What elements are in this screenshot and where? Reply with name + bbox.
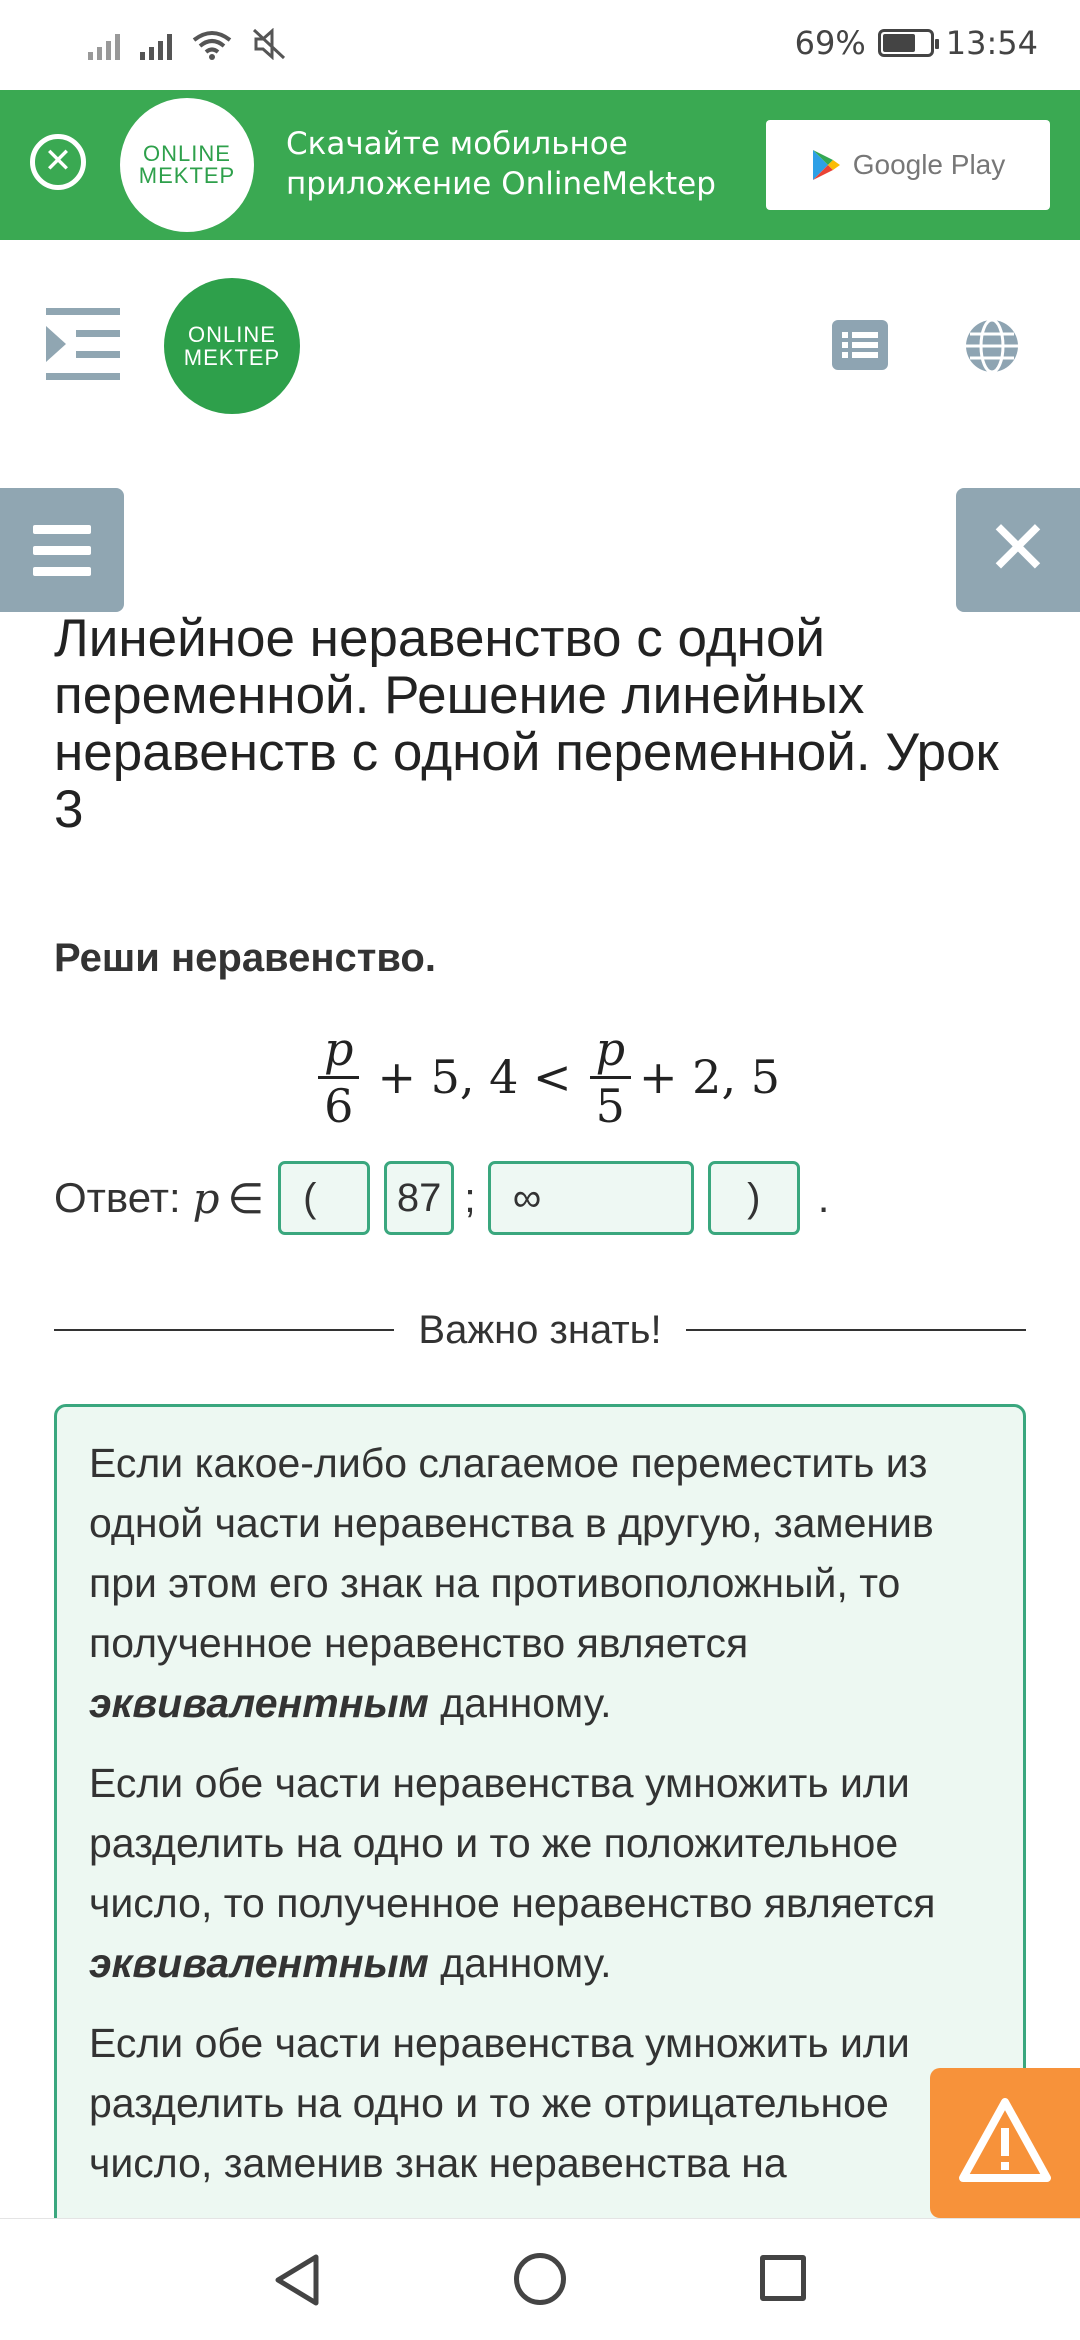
lower-bound-input[interactable]: 87 xyxy=(384,1161,454,1235)
info-text: Если обе части неравенства умножить или разделить на одно и то же положительное число, то полученное неравенство является xyxy=(89,1760,936,1926)
status-right xyxy=(795,24,1038,62)
app-download-banner xyxy=(0,90,1080,240)
info-bold: эквивалентным xyxy=(89,1940,429,1986)
signal-icon xyxy=(140,34,172,60)
google-play-button[interactable] xyxy=(766,120,1050,210)
close-lesson-button[interactable] xyxy=(956,488,1080,612)
status-bar xyxy=(0,0,1080,90)
info-text: данному. xyxy=(428,1940,612,1986)
list-icon[interactable] xyxy=(832,320,888,370)
left-bracket-select[interactable]: ( xyxy=(278,1161,370,1235)
fraction-numerator: p xyxy=(595,1021,626,1076)
report-problem-button[interactable] xyxy=(930,2068,1080,2218)
back-icon[interactable] xyxy=(272,2253,322,2307)
info-box xyxy=(54,1404,1026,2264)
sidebar-toggle-icon[interactable] xyxy=(46,306,120,382)
mute-icon xyxy=(252,28,286,60)
separator: ; xyxy=(464,1174,476,1221)
close-icon: ✕ xyxy=(986,503,1050,592)
site-header xyxy=(0,240,1080,430)
menu-button[interactable] xyxy=(0,488,124,612)
info-paragraph-2 xyxy=(89,1753,991,1993)
status-icons xyxy=(88,28,286,60)
hamburger-icon xyxy=(33,546,91,555)
task-heading: Реши неравенство. xyxy=(54,936,436,980)
wifi-icon xyxy=(192,30,232,60)
upper-bound-select[interactable]: ∞ xyxy=(488,1161,694,1235)
info-paragraph-1 xyxy=(89,1433,991,1733)
inequality-formula xyxy=(310,1012,780,1142)
answer-variable: p xyxy=(192,1173,220,1223)
formula-tail: + 2, 5 xyxy=(639,1050,780,1104)
right-bracket-select[interactable]: ) xyxy=(708,1161,800,1235)
info-bold: эквивалентным xyxy=(89,1680,429,1726)
site-logo-line1: ONLINE xyxy=(188,322,276,347)
banner-logo-line2: MEKTEP xyxy=(138,163,236,188)
info-paragraph-3: Если обе части неравенства умножить или разделить на одно и то же отрицательное число, заменив знак неравенства на xyxy=(89,2020,910,2186)
battery-icon xyxy=(878,29,934,57)
important-divider xyxy=(54,1300,1026,1360)
banner-logo-line1: ONLINE xyxy=(143,141,231,166)
recent-apps-icon[interactable] xyxy=(760,2255,806,2301)
battery-level xyxy=(883,34,915,52)
important-label: Важно знать! xyxy=(418,1307,662,1352)
system-nav-bar xyxy=(0,2218,1080,2340)
warning-icon xyxy=(930,2068,1080,2218)
globe-icon[interactable] xyxy=(964,318,1020,374)
banner-logo xyxy=(120,98,254,232)
lesson-title: Линейное неравенство с одной переменной. Решение линейных неравенств с одной переменной. Урок 3 xyxy=(54,609,999,839)
battery-percent: 69% xyxy=(794,24,866,62)
element-of-symbol: ∈ xyxy=(227,1174,265,1222)
google-play-icon xyxy=(811,148,841,182)
fraction-denominator: 6 xyxy=(324,1078,354,1133)
hamburger-icon xyxy=(33,525,91,534)
signal-icon xyxy=(88,34,120,60)
info-text: Если какое-либо слагаемое переместить из одной части неравенства в другую, заменив при этом его знак на противоположный, то полученное неравенство является xyxy=(89,1440,934,1666)
fraction-denominator: 5 xyxy=(595,1078,625,1133)
banner-text: Скачайте мобильное приложение OnlineMektep xyxy=(286,126,716,202)
formula-middle: + 5, 4 < xyxy=(377,1050,572,1104)
google-play-label: Google Play xyxy=(852,149,1006,180)
fraction-numerator: p xyxy=(324,1021,354,1076)
fraction-left xyxy=(318,1022,359,1133)
home-icon[interactable] xyxy=(514,2253,566,2305)
site-logo-line2: MEKTEP xyxy=(183,345,281,370)
answer-end: . xyxy=(817,1174,830,1221)
clock: 13:54 xyxy=(945,24,1038,62)
answer-label: Ответ: xyxy=(54,1174,181,1221)
answer-row xyxy=(54,1160,829,1236)
fraction-right xyxy=(590,1022,631,1133)
hamburger-icon xyxy=(33,567,91,576)
banner-close-button[interactable]: ✕ xyxy=(30,134,86,190)
info-text: данному. xyxy=(428,1680,612,1726)
site-logo[interactable] xyxy=(164,278,300,414)
